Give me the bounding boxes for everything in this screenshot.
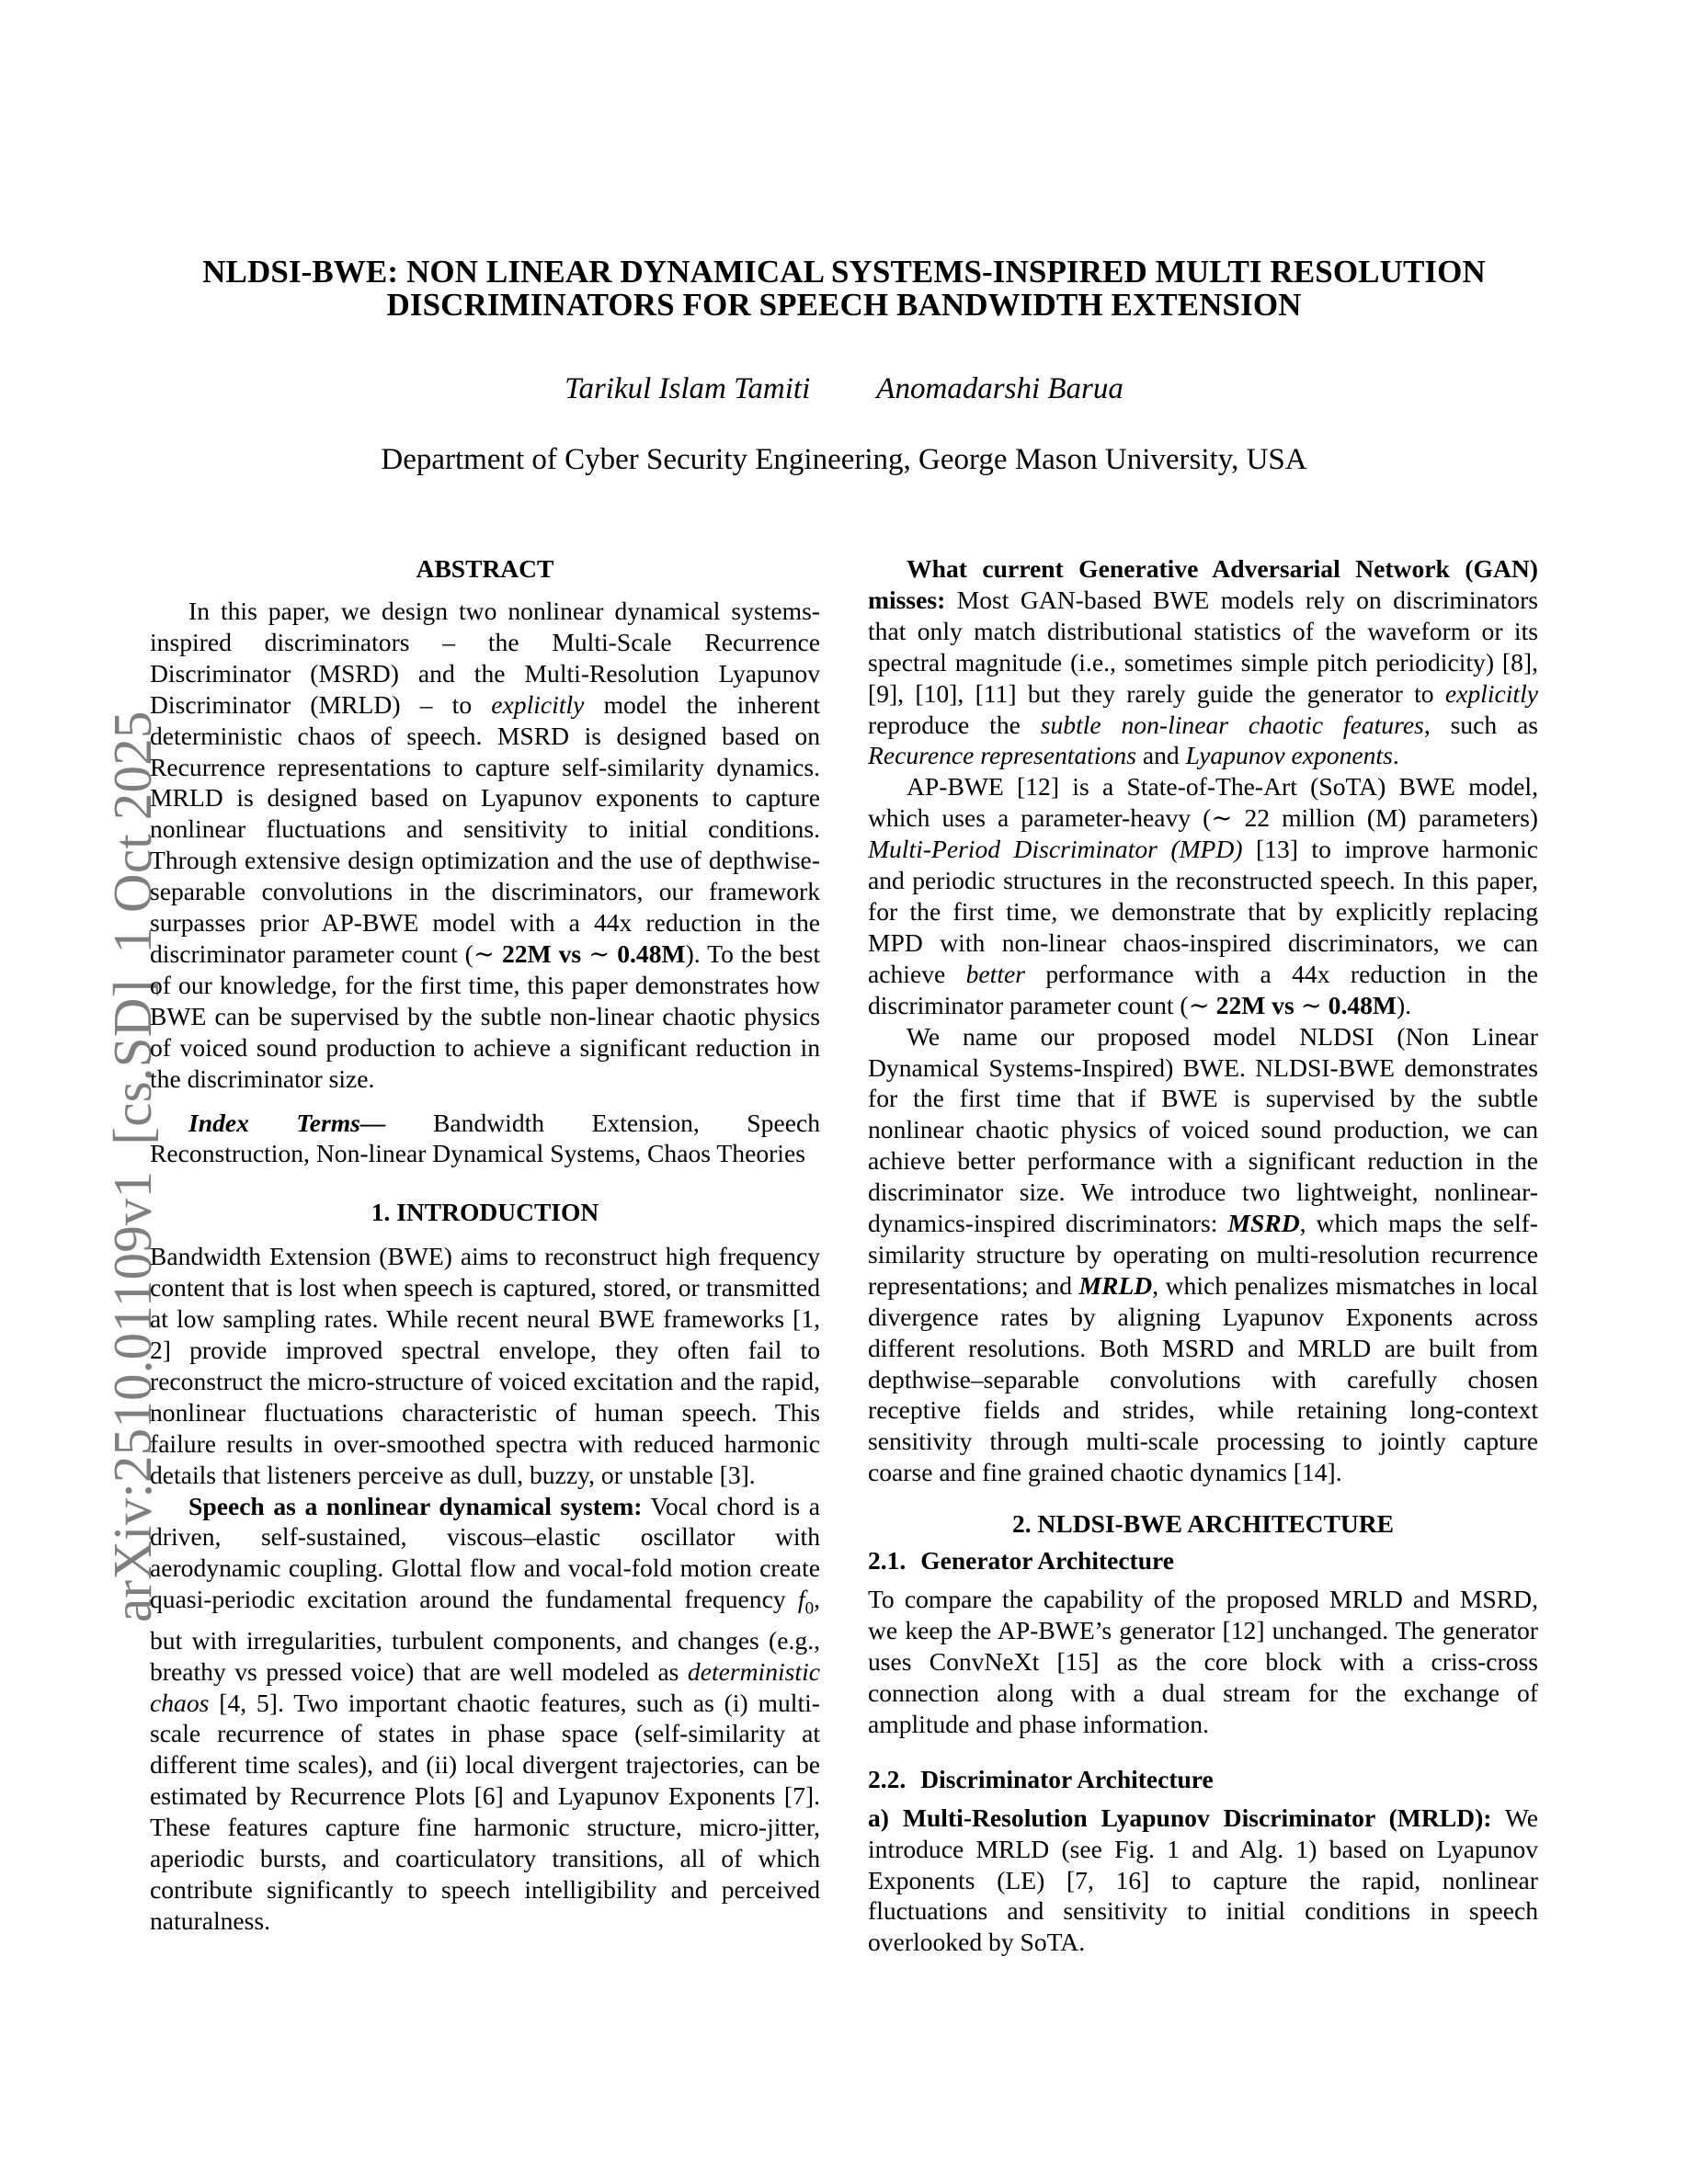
abstract-heading: ABSTRACT xyxy=(416,554,554,583)
author-name: Tarikul Islam Tamiti xyxy=(565,372,811,405)
left-column xyxy=(150,553,820,1937)
index-terms: Index Terms— Bandwidth Extension, Speech Reconstruction, Non-linear Dynamical Systems, Chaos Theories xyxy=(150,1108,820,1168)
author-list xyxy=(0,370,1688,407)
intro-paragraph-1: Bandwidth Extension (BWE) aims to reconstruct high frequency content that is lost when speech is captured, stored, or transmitted at low sampling rates. While recent neural BWE frameworks [1, 2] provide improved spectral envelope, they often fail to reconstruct the micro-structure of voiced excitation and the rapid, nonlinear fluctuations characteristic of human speech. This failure results in over-smoothed spectra with reduced harmonic details that listeners perceive as dull, buzzy, or unstable [3]. xyxy=(150,1242,820,1489)
paper-title xyxy=(0,256,1688,322)
index-terms-label: Index Terms— xyxy=(188,1108,386,1137)
arxiv-id[interactable]: arXiv:2510.01109v1 xyxy=(102,1170,163,1622)
right-column xyxy=(868,553,1538,1958)
arxiv-category: [cs.SD] xyxy=(102,979,163,1145)
discriminator-subheading: 2.2. Discriminator Architecture xyxy=(868,1764,1214,1793)
gan-paragraph: What current Generative Adversarial Network (GAN) misses: Most GAN-based BWE models rely on discriminators that only match distributional statistics of the waveform or its spectral magnitude (i.e., sometimes simple pitch periodicity) [8], [9], [10], [11] but they rarely guide the generator to explicitly reproduce the subtle non-linear chaotic features, such as Recurence representations and Lyapunov exponents. xyxy=(868,554,1538,770)
introduction-heading: 1. INTRODUCTION xyxy=(371,1198,599,1227)
generator-subheading: 2.1. Generator Architecture xyxy=(868,1546,1174,1575)
mrld-paragraph: a) Multi-Resolution Lyapunov Discriminator (MRLD): We introduce MRLD (see Fig. 1 and Alg. 1) based on Lyapunov Exponents (LE) [7, 16] to capture the rapid, nonlinear fluctuations and sensitivity to initial conditions in speech overlooked by SoTA. xyxy=(868,1803,1539,1957)
apbwe-paragraph: AP-BWE [12] is a State-of-The-Art (SoTA) BWE model, which uses a parameter-heavy (∼ 22 million (M) parameters) Multi-Period Discriminator (MPD) [13] to improve harmonic and periodic structures in the reconstructed speech. In this paper, for the first time, we demonstrate that by explicitly replacing MPD with non-linear chaos-inspired discriminators, we can achieve better performance with a 44x reduction in the discriminator parameter count (∼ 22M vs ∼ 0.48M). xyxy=(868,772,1538,1019)
generator-paragraph: To compare the capability of the proposed MRLD and MSRD, we keep the AP-BWE’s generator [12] unchanged. The generator uses ConvNeXt [15] as the core block with a criss-cross connection along with a dual stream for the exchange of amplitude and phase information. xyxy=(868,1585,1538,1738)
abstract-paragraph: In this paper, we design two nonlinear dynamical systems-inspired discriminators – the Multi-Scale Recurrence Discriminator (MSRD) and the Multi-Resolution Lyapunov Discriminator (MRLD) – to explicitly model the inherent deterministic chaos of speech. MSRD is designed based on Recurrence representations to capture self-similarity dynamics. MRLD is designed based on Lyapunov exponents to capture nonlinear fluctuations and sensitivity to initial conditions. Through extensive design optimization and the use of depthwise-separable convolutions in the discriminators, our framework surpasses prior AP-BWE model with a 44x reduction in the discriminator parameter count (∼ 22M vs ∼ 0.48M). To the best of our knowledge, for the first time, this paper demonstrates how BWE can be supervised by the subtle non-linear chaotic physics of voiced sound production to achieve a significant reduction in the discriminator size. xyxy=(150,597,821,1093)
title-line-1: NLDSI-BWE: NON LINEAR DYNAMICAL SYSTEMS-INSPIRED MULTI RESOLUTION xyxy=(202,254,1486,290)
intro-paragraph-2: Speech as a nonlinear dynamical system: Vocal chord is a driven, self-sustained, viscous–elastic oscillator with aerodynamic coupling. Glottal flow and vocal-fold motion create quasi-periodic excitation around the fundamental frequency $f_0$, but with irregularities, turbulent components, and changes (e.g., breathy vs pressed voice) that are well modeled as deterministic chaos [4, 5]. Two important chaotic features, such as (i) multi-scale recurrence of states in phase space (self-similarity at different time scales), and (ii) local divergent trajectories, can be estimated by Recurrence Plots [6] and Lyapunov Exponents [7]. These features capture fine harmonic structure, micro-jitter, aperiodic bursts, and coarticulatory transitions, all of which contribute significantly to speech intelligibility and perceived naturalness. xyxy=(150,1491,820,1935)
author-name: Anomadarshi Barua xyxy=(876,372,1123,405)
nldsi-paragraph: We name our proposed model NLDSI (Non Linear Dynamical Systems-Inspired) BWE. NLDSI-BWE demonstrates for the first time that if BWE is supervised by the subtle nonlinear chaotic physics of voiced sound production, we can achieve better performance with a significant reduction in the discriminator size. We introduce two lightweight, nonlinear-dynamics-inspired discriminators: MSRD, which maps the self-similarity structure by operating on multi-resolution recurrence representations; and MRLD, which penalizes mismatches in local divergence rates by aligning Lyapunov Exponents across different resolutions. Both MSRD and MRLD are built from depthwise–separable convolutions with carefully chosen receptive fields and strides, while retaining long-context sensitivity through multi-scale processing to jointly capture coarse and fine grained chaotic dynamics [14]. xyxy=(868,1021,1539,1487)
arxiv-date: 1 Oct 2025 xyxy=(102,711,163,954)
affiliation: Department of Cyber Security Engineering, George Mason University, USA xyxy=(381,443,1307,476)
title-line-2: DISCRIMINATORS FOR SPEECH BANDWIDTH EXTENSION xyxy=(386,287,1302,323)
architecture-heading: 2. NLDSI-BWE ARCHITECTURE xyxy=(1012,1509,1394,1539)
